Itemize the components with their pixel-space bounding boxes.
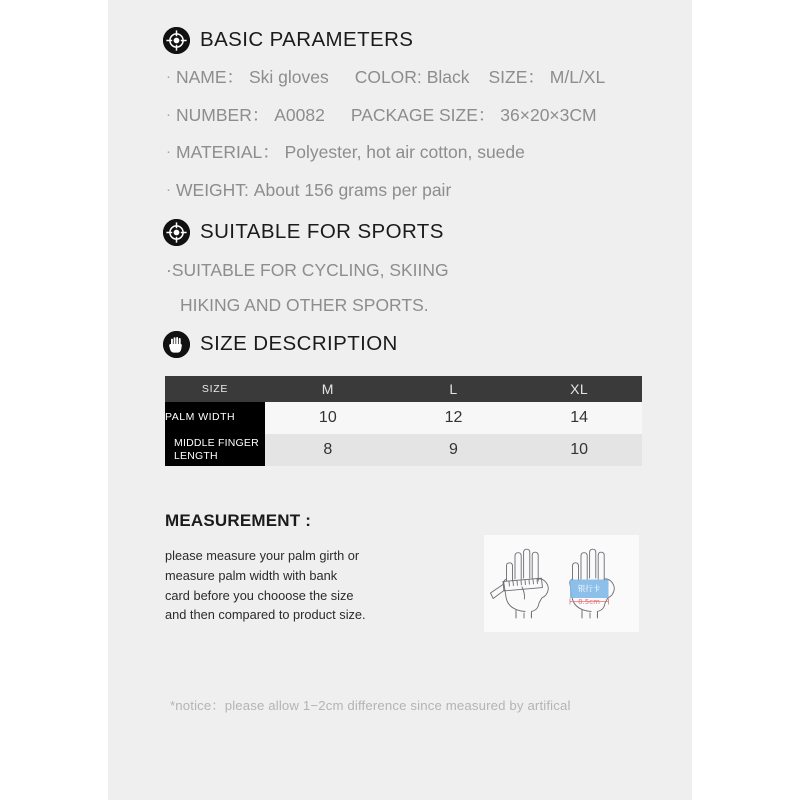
param-value-material: Polyester, hot air cotton, suede: [284, 142, 525, 162]
section-title-suitable-for-sports: SUITABLE FOR SPORTS: [200, 220, 444, 244]
param-label-number: NUMBER：: [176, 104, 270, 125]
measurement-illustration: [484, 535, 639, 632]
table-cell-palm-width-l: 12: [391, 402, 517, 434]
table-row: [165, 402, 642, 434]
target-icon: [163, 219, 190, 246]
param-value-size: M/L/XL: [549, 67, 606, 87]
bullet-dot: ·: [166, 180, 171, 198]
section-header-basic-parameters: [108, 27, 692, 54]
table-cell-middle-finger-length-l: 9: [391, 434, 517, 466]
section-header-size-description: [108, 331, 692, 358]
table-cell-middle-finger-length-xl: 10: [516, 434, 642, 466]
section-header-suitable-for-sports: [108, 219, 692, 246]
table-column-header-m: M: [265, 376, 391, 402]
table-row-label-palm-width: PALM WIDTH: [165, 402, 265, 434]
section-title-size-description: SIZE DESCRIPTION: [200, 332, 398, 356]
target-icon: [163, 27, 190, 54]
table-row: [165, 434, 642, 466]
measurement-title: MEASUREMENT :: [165, 511, 312, 530]
size-table-head: [165, 376, 642, 402]
table-column-header-l: L: [391, 376, 517, 402]
table-cell-middle-finger-length-m: 8: [265, 434, 391, 466]
table-corner-header: SIZE: [165, 376, 265, 402]
param-label-color: COLOR:: [354, 67, 422, 87]
table-row-label-middle-finger-length: MIDDLE FINGER LENGTH: [165, 434, 265, 466]
param-line-material: [166, 144, 692, 162]
param-line-number: [166, 104, 692, 125]
measurement-line-3: card before you chooose the size: [165, 587, 354, 603]
param-line-name: [166, 69, 692, 87]
sports-text-2: HIKING AND OTHER SPORTS.: [180, 294, 429, 315]
param-line-weight: [166, 179, 692, 200]
measurement-section: [108, 512, 692, 652]
param-value-number: A0082: [274, 104, 325, 125]
hand-icon: [163, 331, 190, 358]
section-title-basic-parameters: BASIC PARAMETERS: [200, 28, 414, 52]
sports-list: [108, 262, 692, 314]
sports-line-2: [166, 294, 692, 315]
table-cell-palm-width-m: 10: [265, 402, 391, 434]
table-cell-palm-width-xl: 14: [516, 402, 642, 434]
bullet-dot: ·: [166, 143, 171, 160]
param-label-name: NAME：: [176, 67, 245, 87]
size-table-body: [165, 402, 642, 466]
param-label-package-size: PACKAGE SIZE：: [350, 104, 496, 125]
param-label-material: MATERIAL：: [176, 142, 280, 162]
bank-card-label: 银行卡: [577, 584, 601, 593]
card-dimension-label: 8.5cm: [578, 598, 600, 607]
basic-parameters-list: [108, 69, 692, 199]
sports-line-1: [166, 262, 692, 280]
content-inner: [108, 0, 692, 712]
measurement-line-4: and then compared to product size.: [165, 607, 366, 623]
param-label-size: SIZE：: [488, 67, 545, 87]
size-table-wrapper: [108, 376, 692, 466]
param-value-weight: About 156 grams per pair: [253, 179, 452, 200]
param-value-package-size: 36×20×3CM: [500, 104, 597, 125]
measurement-line-2: measure palm width with bank: [165, 567, 338, 583]
content-panel: [108, 0, 692, 800]
param-value-color: Black: [426, 67, 470, 87]
measurement-line-1: please measure your palm girth or: [165, 548, 360, 563]
param-label-weight: WEIGHT:: [176, 179, 249, 200]
table-column-header-xl: XL: [516, 376, 642, 402]
footer-notice: *notice：please allow 1−2cm difference since measured by artifical: [170, 698, 571, 713]
bullet-dot: ·: [166, 260, 172, 280]
table-header-row: [165, 376, 642, 402]
bullet-dot: ·: [166, 105, 171, 123]
sports-text-1: SUITABLE FOR CYCLING, SKIING: [171, 260, 449, 280]
param-value-name: Ski gloves: [248, 67, 329, 87]
size-table: [165, 376, 642, 466]
bullet-dot: ·: [166, 68, 171, 85]
